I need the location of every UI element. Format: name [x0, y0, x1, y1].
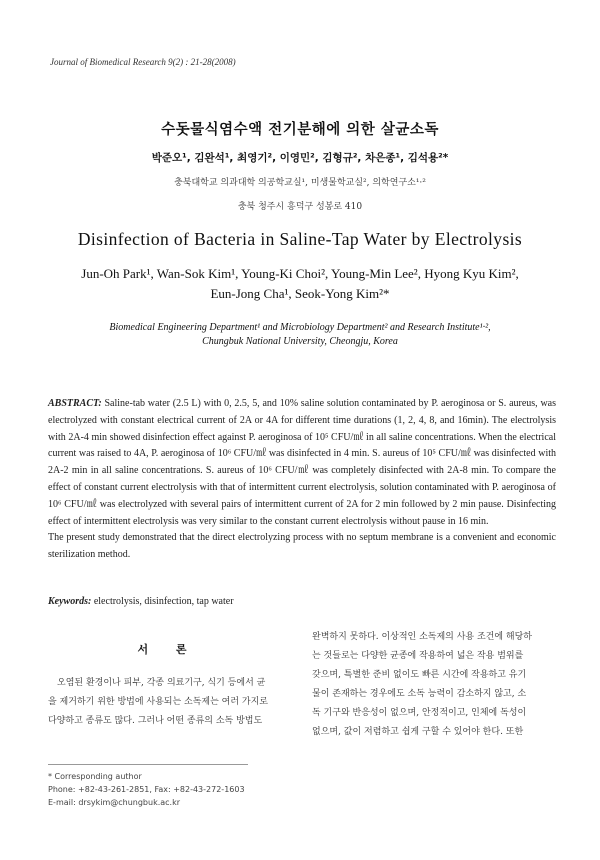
keywords-label: Keywords:: [48, 596, 92, 607]
korean-title: 수돗물식염수액 전기분해에 의한 살균소독: [161, 122, 439, 138]
korean-authors: 박준오¹, 김완석¹, 최영기², 이영민², 김형규², 차은종¹, 김석용²*: [151, 152, 449, 164]
right-body-line: 없으며, 값이 저렴하고 쉽게 구할 수 있어야 한다. 또한: [312, 727, 524, 737]
right-body-line: 완벽하지 못하다. 이상적인 소독제의 사용 조건에 해당하: [312, 632, 532, 642]
right-column-body: [312, 628, 556, 742]
english-authors: [0, 264, 600, 304]
right-body-line: 는 것들로는 다양한 균종에 작용하여 넓은 작용 범위를: [312, 651, 524, 661]
left-body-line: 을 제거하기 위한 방법에 사용되는 소독제는 여러 가지로: [48, 697, 268, 707]
keywords-text: electrolysis, disinfection, tap water: [91, 596, 234, 607]
english-affiliation-line-1: Biomedical Engineering Department¹ and Microbiology Department² and Research Institute¹·²,: [109, 322, 491, 333]
left-body-line: 오염된 환경이나 피부, 각종 의료기구, 식기 등에서 균: [48, 678, 266, 688]
english-affiliation-line-2: Chungbuk National University, Cheongju, Korea: [202, 336, 398, 347]
abstract-text-1: Saline-tab water (2.5 L) with 0, 2.5, 5, and 10% saline solution contaminated by P. aeroginosa or S. aureus, was electrolyzed with constant electrical current of 2A or 4A for different time durations (1, 2, 4, 8, and 16min). The electrolysis with 2A-4 min showed disinfection effect against P. aeroginosa of 10⁵ CFU/㎖ in all saline concentrations. When the electrical current was raised to 4A, P. aeroginosa of 10⁶ CFU/㎖ was disinfected in 4 min. S. aureus of 10⁵ CFU/㎖ was disinfected with 2A-2 min in all saline concentrations. S. aureus of 10⁶ CFU/㎖ was completely disinfected with 2A-8 min. To compare the effect of constant current electrolysis with that of intermittent current electrolysis, solution contaminated with P. aeroginosa of 10⁶ CFU/㎖ was electrolyzed with several pairs of intermittent current of 2A for 2 min followed by 2 min pause. Disinfecting effect of intermittent electrolysis was very similar to the constant current electrolysis without pause in 16 min.: [48, 398, 556, 527]
keywords: [48, 596, 234, 607]
abstract-paragraph-1: [48, 396, 556, 530]
journal-citation: Journal of Biomedical Research 9(2) : 21-28(2008): [50, 57, 236, 67]
footnote-email: E-mail: drsykim@chungbuk.ac.kr: [48, 798, 181, 807]
right-body-line: 독 기구와 반응성이 없으며, 안정적이고, 인체에 독성이: [312, 708, 527, 718]
right-body-line: 갖으며, 특별한 준비 없이도 빠른 시간에 작용하고 유기: [312, 670, 527, 680]
footnote-corresponding: * Corresponding author: [48, 772, 142, 781]
corresponding-author-footnote: [48, 770, 245, 809]
english-title: Disinfection of Bacteria in Saline-Tap Water by Electrolysis: [77, 229, 523, 249]
english-authors-line-2: Eun-Jong Cha¹, Seok-Yong Kim²*: [210, 286, 390, 301]
abstract-label: ABSTRACT:: [48, 398, 102, 409]
english-authors-line-1: Jun-Oh Park¹, Wan-Sok Kim¹, Young-Ki Choi², Young-Min Lee², Hyong Kyu Kim²,: [81, 266, 519, 281]
korean-address: 충북 청주시 흥덕구 성봉로 410: [237, 202, 363, 212]
right-body-line: 물이 존재하는 경우에도 소독 능력이 감소하지 않고, 소: [312, 689, 527, 699]
english-affiliation: [0, 321, 600, 349]
section-heading-introduction: 서 론: [137, 643, 199, 656]
korean-affiliation: 충북대학교 의과대학 의공학교실¹, 미생물학교실², 의학연구소¹·²: [174, 178, 426, 188]
left-body-line: 다양하고 종류도 많다. 그러나 어떤 종류의 소독 방법도: [48, 716, 263, 726]
left-column-body: [48, 674, 290, 731]
abstract: [48, 396, 556, 564]
footnote-divider: [48, 764, 248, 765]
footnote-phone-fax: Phone: +82-43-261-2851, Fax: +82-43-272-1603: [48, 785, 245, 794]
abstract-paragraph-2: The present study demonstrated that the direct electrolyzing process with no septum membrane is a convenient and economic sterilization method.: [48, 532, 556, 561]
